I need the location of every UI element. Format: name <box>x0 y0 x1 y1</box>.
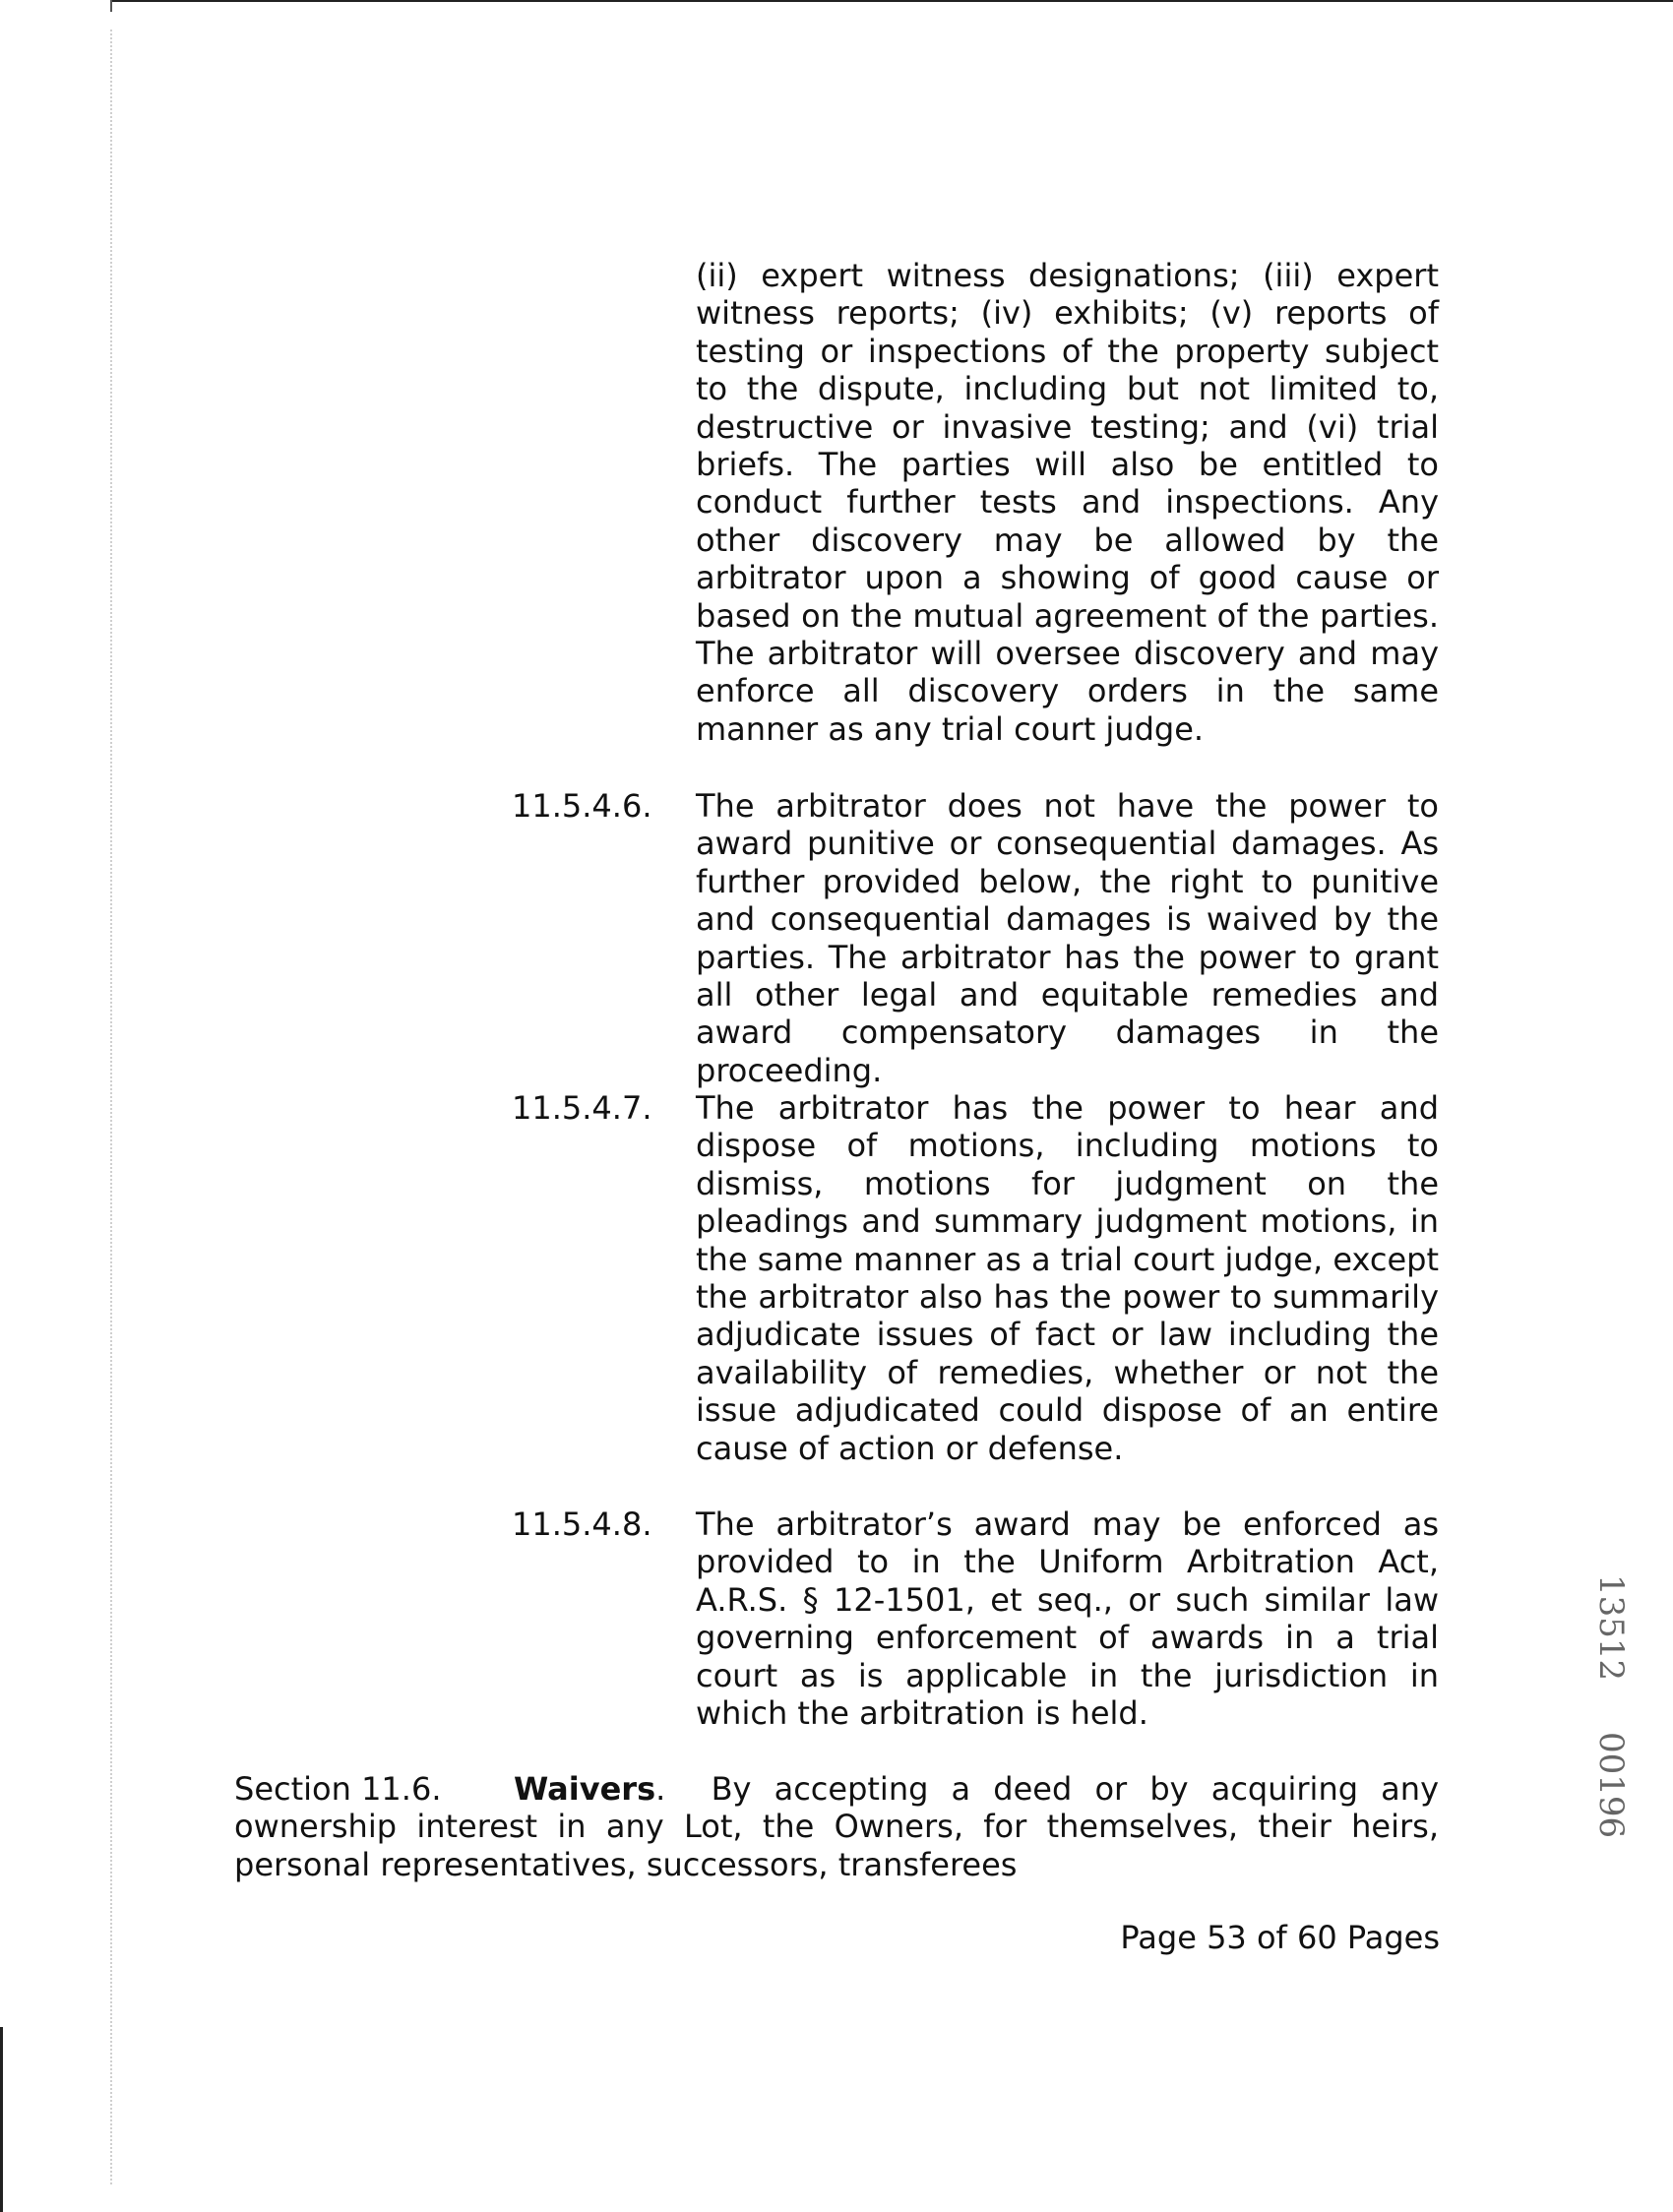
subsection-number: 11.5.4.6. <box>512 787 652 825</box>
subsection-number: 11.5.4.8. <box>512 1505 652 1543</box>
subsection-text: The arbitrator has the power to hear and dispose of motions, including motions to dismiss, motions for judgment on the pleadings and summary judgment motions, in the same manner as a trial court judge, except the arbitrator also has the power to summarily adjudicate issues of fact or law including the availability of remedies, whether or not the issue adjudicated could dispose of an entire cause of action or defense. <box>696 1089 1439 1467</box>
stamp-line-1: 13512 <box>1591 1574 1631 1682</box>
subsection-11-5-4-8 <box>512 1505 1439 1732</box>
subsection-11-5-4-6 <box>512 787 1439 1089</box>
section-title-punct: . <box>655 1770 666 1808</box>
stamp-line-2: 00196 <box>1591 1732 1631 1839</box>
subsection-text: The arbitrator’s award may be enforced as provided to in the Uniform Arbitration Act, A.R.S. § 12-1501, et seq., or such similar law governing enforcement of awards in a trial court as is applicable in the jurisdiction in which the arbitration is held. <box>696 1505 1439 1733</box>
section-text: By accepting a deed or by acquiring any ownership interest in any Lot, the Owners, for themselves, their heirs, personal representatives, successors, transferees <box>234 1770 1440 1883</box>
scan-left-edge <box>0 2027 3 2212</box>
recording-stamp <box>1575 1574 1653 1840</box>
continuation-paragraph: (ii) expert witness designations; (iii) expert witness reports; (iv) exhibits; (v) reports of testing or inspections of the property subject to the dispute, including but not limited to, destructive or invasive testing; and (vi) trial briefs. The parties will also be entitled to conduct further tests and inspections. Any other discovery may be allowed by the arbitrator upon a showing of good cause or based on the mutual agreement of the parties. The arbitrator will oversee discovery and may enforce all discovery orders in the same manner as any trial court judge. <box>696 257 1439 748</box>
subsection-number: 11.5.4.7. <box>512 1089 652 1127</box>
page-number: Page 53 of 60 Pages <box>1120 1919 1440 1956</box>
scan-margin-dots <box>110 30 112 2184</box>
section-11-6 <box>234 1770 1439 1883</box>
section-label: Section 11.6. <box>234 1770 442 1808</box>
top-border-line <box>110 0 1673 2</box>
subsection-11-5-4-7 <box>512 1089 1439 1467</box>
top-edge-tick <box>110 0 112 12</box>
section-title: Waivers <box>514 1770 656 1808</box>
subsection-text: The arbitrator does not have the power to award punitive or consequential damages. As further provided below, the right to punitive and consequential damages is waived by the parties. The arbitrator has the power to grant all other legal and equitable remedies and award compensatory damages in the proceeding. <box>696 787 1439 1089</box>
